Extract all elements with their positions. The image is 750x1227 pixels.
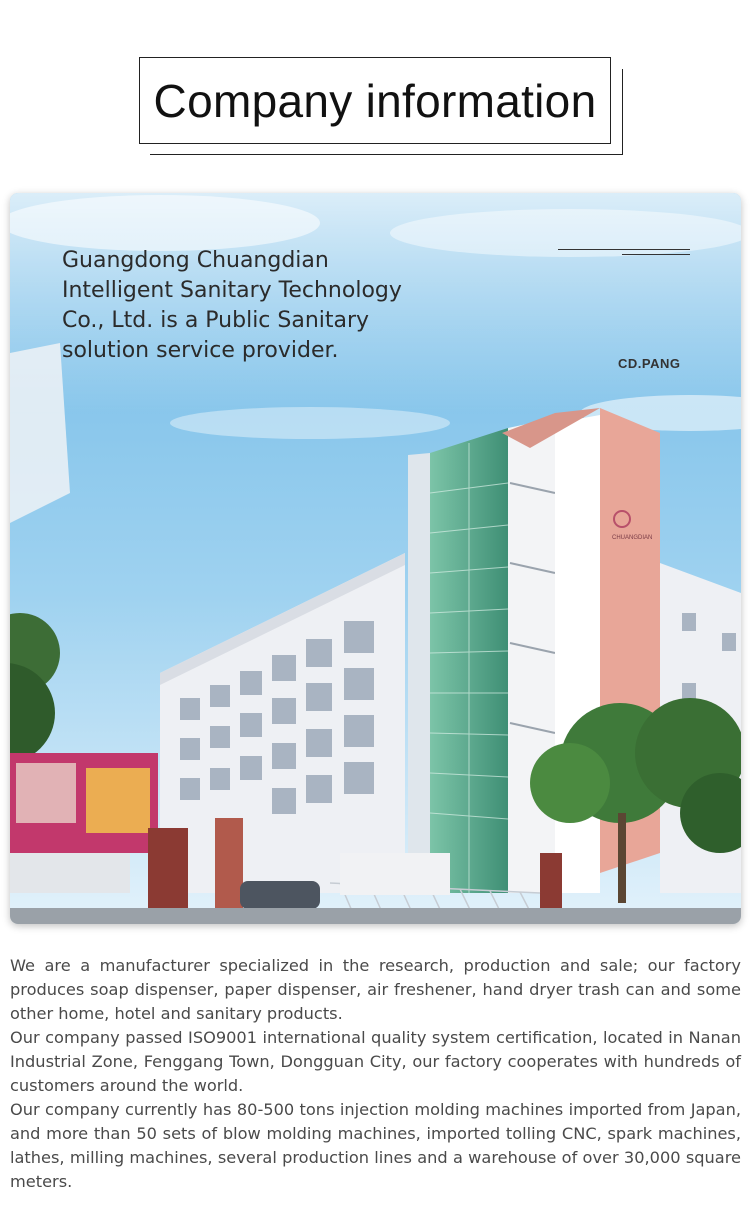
page-title: Company information	[153, 74, 597, 127]
building-sign: CHUANGDIAN	[612, 535, 653, 541]
hero-caption: Guangdong Chuangdian Intelligent Sanitary Technology Co., Ltd. is a Public Sanitary solution service provider.	[62, 248, 402, 363]
car	[240, 881, 320, 909]
brand-logo: CD.PANG	[618, 356, 681, 371]
decorative-line	[558, 249, 690, 250]
billboard-text-area	[86, 768, 150, 833]
description-paragraph: Our company currently has 80-500 tons injection molding machines imported from Japan, and more than 50 sets of blow molding machines, imported tolling CNC, spark machines, lathes, milling machines, several production lines and a warehouse of over 30,000 square meters.	[10, 1100, 741, 1191]
title-frame	[139, 57, 623, 155]
description-paragraph: Our company passed ISO9001 international quality system certification, located in Nanan Industrial Zone, Fenggang Town, Dongguan City, our factory cooperates with hundreds of customers around the world.	[10, 1028, 741, 1095]
left-structure	[10, 343, 70, 523]
decorative-line	[622, 254, 690, 255]
gate-post-center	[215, 818, 243, 923]
title-box	[139, 57, 611, 144]
description-paragraph: We are a manufacturer specialized in the research, production and sale; our factory produces soap dispenser, paper dispenser, air freshener, hand dryer trash can and some other home, hotel and sanitary products.	[10, 956, 741, 1023]
balcony-section	[508, 418, 555, 893]
billboard-photos	[16, 763, 76, 823]
truck	[340, 853, 450, 895]
decorative-lines	[558, 249, 690, 257]
tower-edge	[408, 453, 430, 893]
company-description	[10, 954, 741, 1194]
ground	[10, 908, 741, 924]
fence	[10, 853, 130, 893]
factory-photo	[10, 193, 741, 924]
